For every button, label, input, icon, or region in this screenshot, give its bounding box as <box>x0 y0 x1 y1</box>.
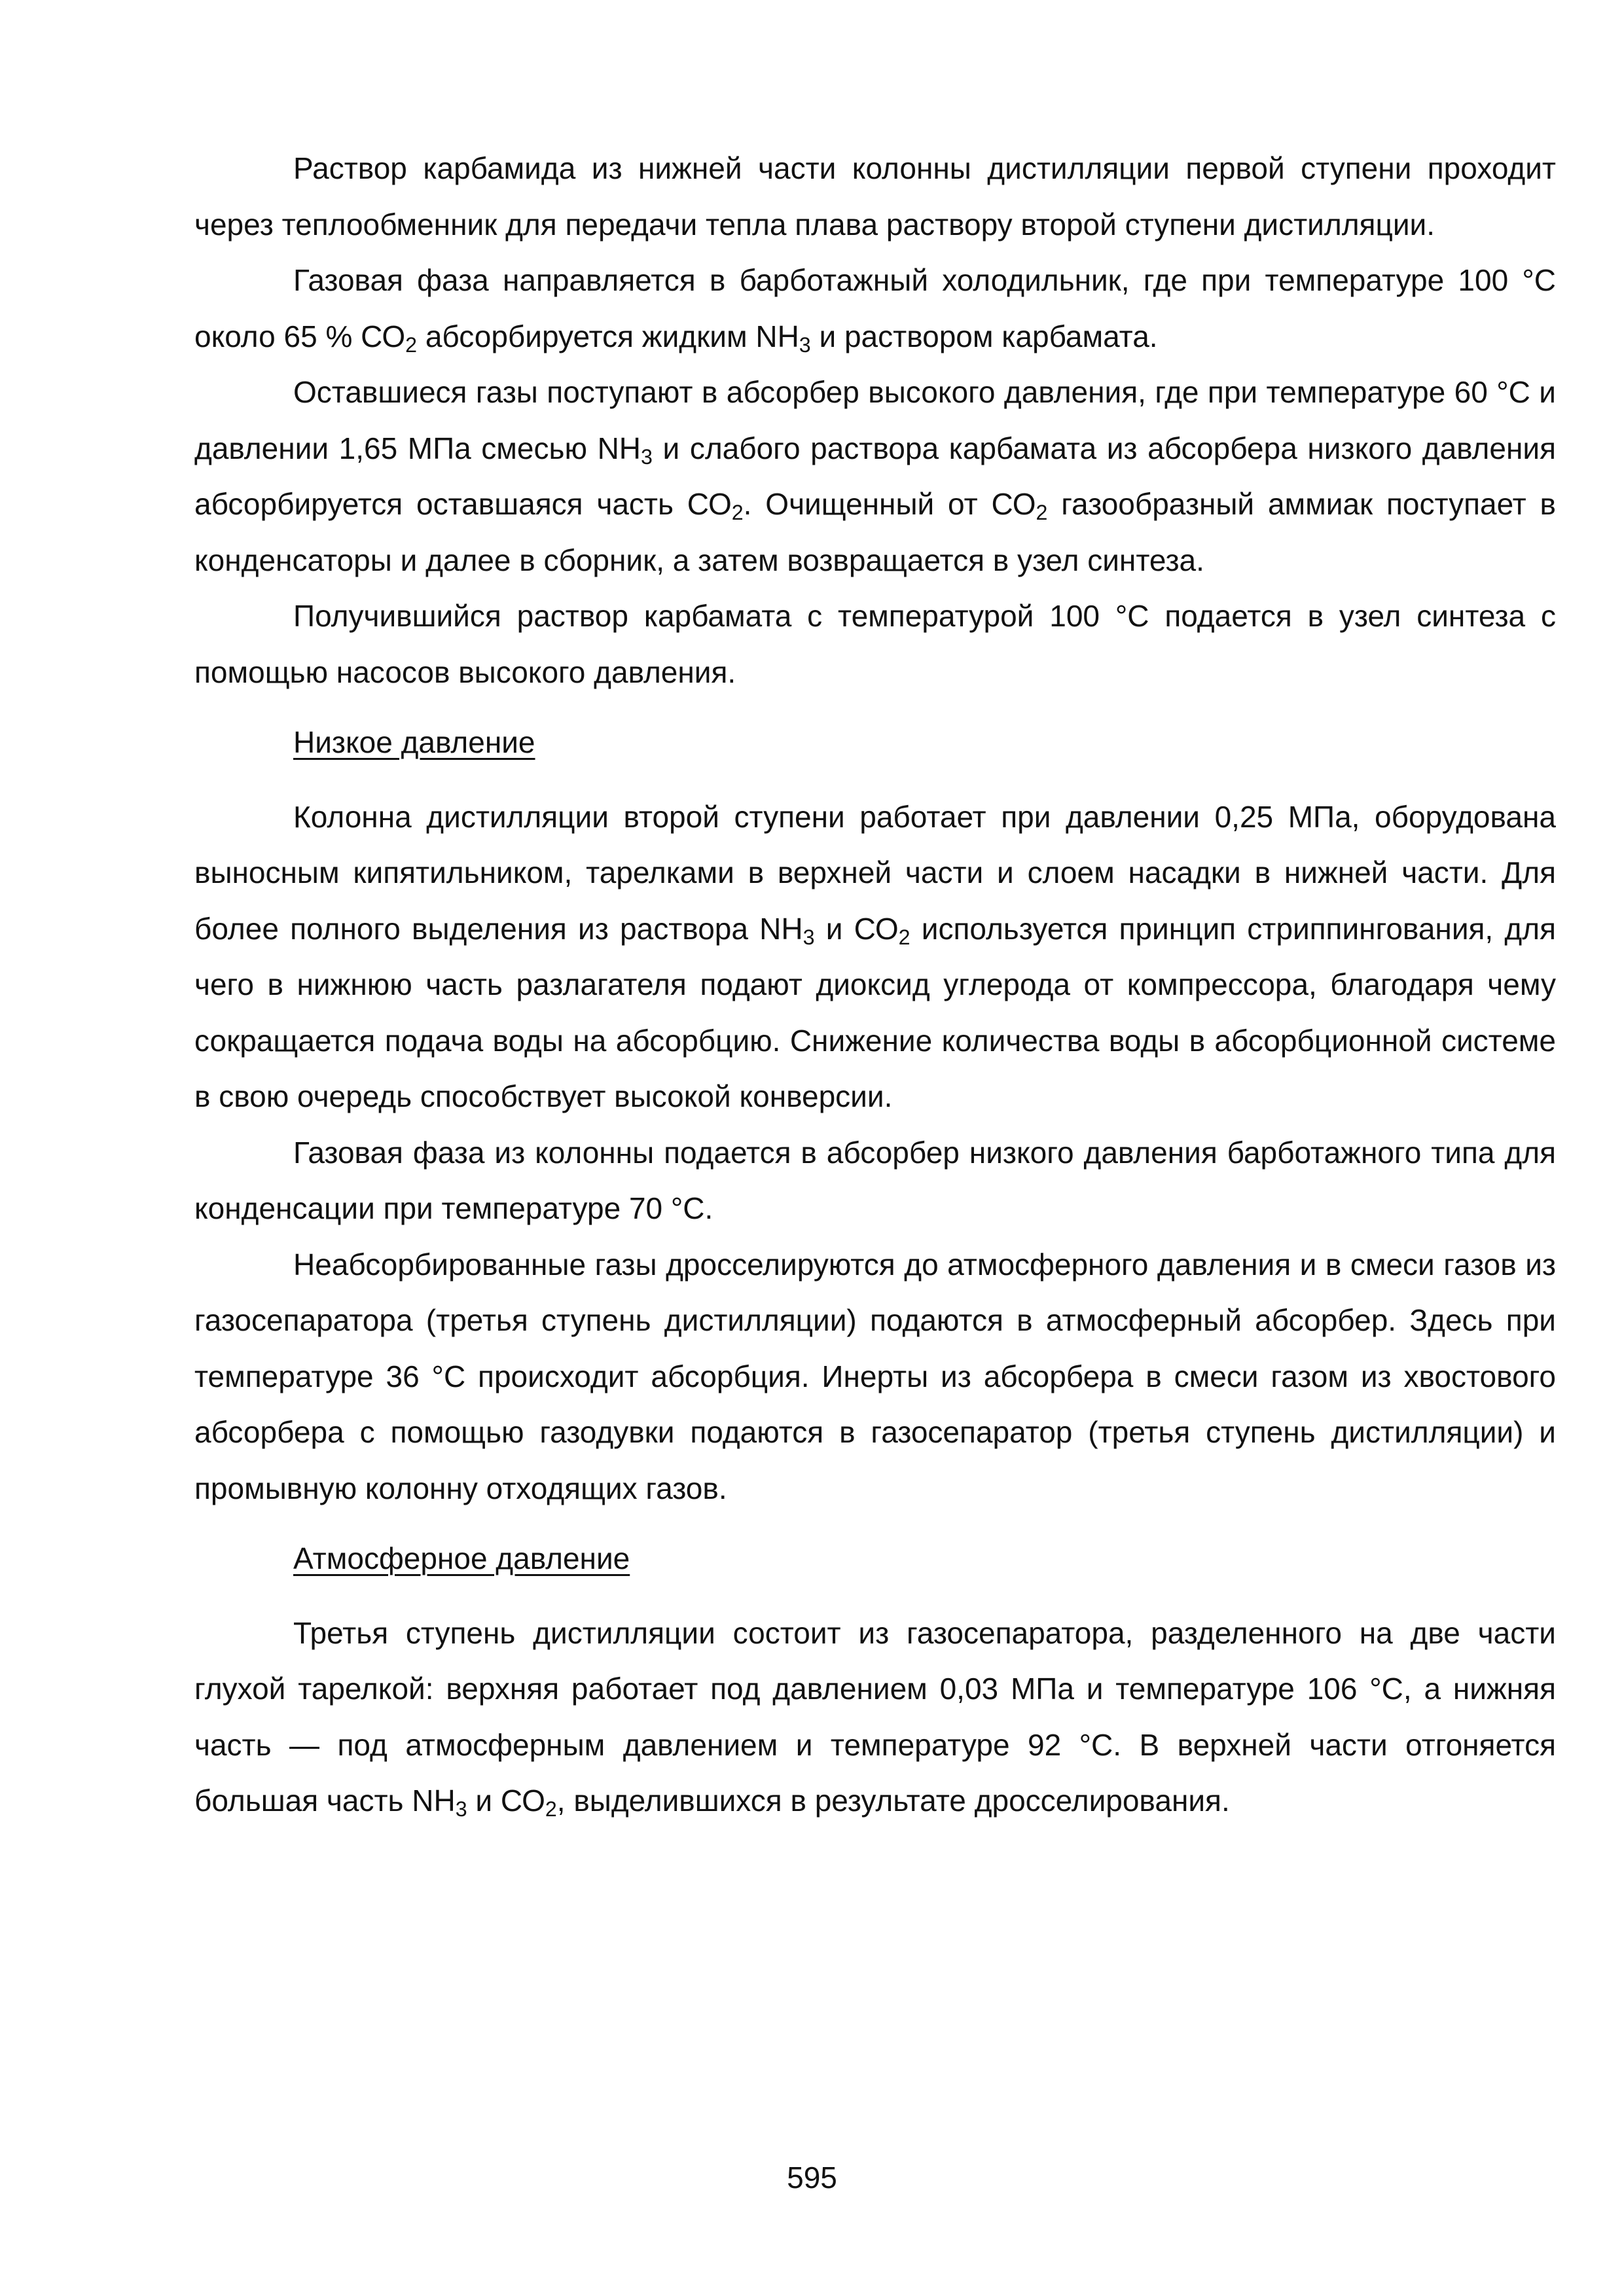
paragraph-6: Газовая фаза из колонны подается в абсорбер низкого давления барботажного типа для конденсации при температуре 70 °С. <box>194 1135 1556 1225</box>
paragraph-1: Раствор карбамида из нижней части колонны дистилляции первой ступени проходит через теплообменник для передачи тепла плава раствору второй ступени дистилляции. <box>194 151 1556 242</box>
formula-subscript: 2 <box>545 1797 557 1821</box>
formula-subscript: 3 <box>455 1797 467 1821</box>
paragraph-2: Газовая фаза направляется в барботажный холодильник, где при температуре 100 °С около 65 % $СО_2$ абсорбируется жидким $NH_3$ и раствором карбамата. <box>194 263 1556 357</box>
section-heading-atmospheric-pressure: Атмосферное давление <box>293 1541 630 1575</box>
page-number: 595 <box>787 2161 837 2195</box>
formula-subscript: 2 <box>1036 501 1048 525</box>
formula-subscript: 3 <box>803 925 815 949</box>
formula-subscript: 3 <box>799 332 811 357</box>
paragraph-5: Колонна дистилляции второй ступени работает при давлении 0,25 МПа, оборудована выносным кипятильником, тарелками в верхней части и слоем насадки в нижней части. Для более полного выделения из раствора $NH_3$ и $СО_2$ используется принцип стриппингования, для чего в нижнюю часть разлагателя подают диоксид углерода от компрессора, благодаря чему сокращается подача воды на абсорбцию. Снижение количества воды в абсорбционной системе в свою очередь способствует высокой конверсии. <box>194 799 1557 1113</box>
page-body <box>194 141 1556 1829</box>
paragraph-4: Получившийся раствор карбамата с температурой 100 °С подается в узел синтеза с помощью насосов высокого давления. <box>194 599 1556 689</box>
paragraph-3: Оставшиеся газы поступают в абсорбер высокого давления, где при температуре 60 °С и давлении 1,65 МПа смесью $NH_3$ и слабого раствора карбамата из абсорбера низкого давления абсорбируется оставшаяся часть $СО_2$. Очищенный от $СО_2$ газообразный аммиак поступает в конденсаторы и далее в сборник, а затем возвращается в узел синтеза. <box>194 375 1556 577</box>
formula-subscript: 3 <box>641 444 653 469</box>
paragraph-7: Неабсорбированные газы дросселируются до атмосферного давления и в смеси газов из газосепаратора (третья ступень дистилляции) подаются в атмосферный абсорбер. Здесь при температуре 36 °С происходит абсорбция. Инерты из абсорбера в смеси газом из хвостового абсорбера с помощью газодувки подаются в газосепаратор (третья ступень дистилляции) и промывную колонну отходящих газов. <box>194 1247 1556 1505</box>
paragraph-8: Третья ступень дистилляции состоит из газосепаратора, разделенного на две части глухой тарелкой: верхняя работает под давлением 0,03 МПа и температуре 106 °С, а нижняя часть — под атмосферным давлением и температуре 92 °С. В верхней части отгоняется большая часть $NH_3$ и $СО_2$, выделившихся в результате дросселирования. <box>194 1615 1556 1821</box>
formula-subscript: 2 <box>731 501 744 525</box>
section-heading-low-pressure: Низкое давление <box>293 725 535 759</box>
formula-subscript: 2 <box>405 332 418 357</box>
formula-subscript: 2 <box>898 925 911 949</box>
